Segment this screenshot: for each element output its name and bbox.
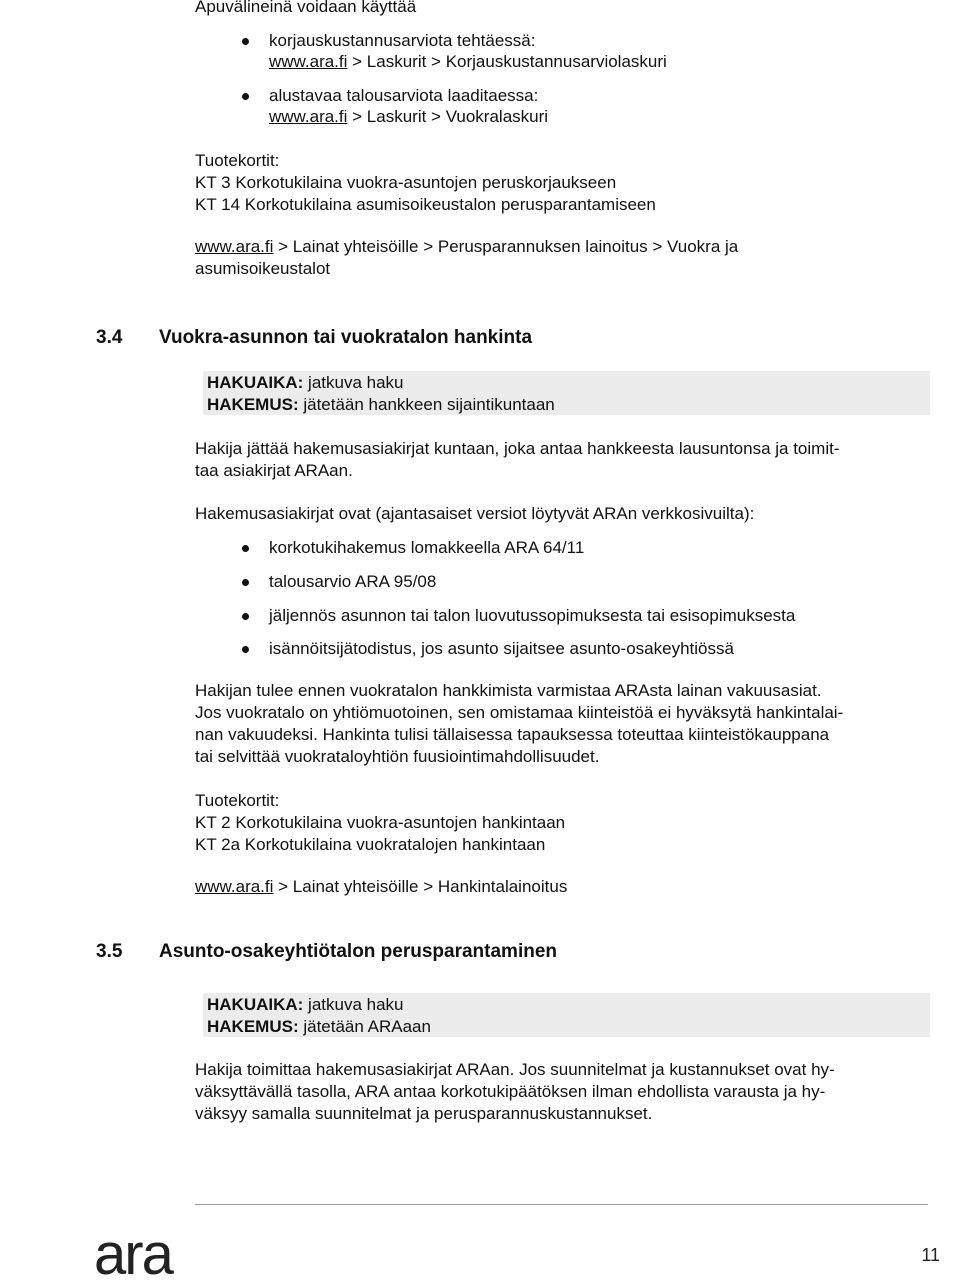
cards-label: Tuotekortit:: [195, 791, 280, 810]
card-line: KT 2 Korkotukilaina vuokra-asuntojen hankintaan: [195, 813, 566, 832]
hakuaika-label: HAKUAIKA:: [207, 373, 304, 392]
section-title: Asunto-osakeyhtiötalon perusparantaminen: [159, 941, 558, 962]
hakemus-value: jätetään hankkeen sijaintikuntaan: [298, 395, 555, 414]
hakuaika-line: [207, 994, 404, 1016]
cards-label: Tuotekortit:: [195, 151, 280, 170]
ara-link[interactable]: www.ara.fi: [269, 52, 348, 71]
page-number: 11: [921, 1245, 940, 1265]
link1-line: [195, 236, 738, 258]
hakuaika-value: jatkuva haku: [303, 373, 404, 392]
hakemus-line: [207, 1016, 431, 1038]
bullet-icon: [242, 38, 249, 45]
docs-intro: Hakemusasiakirjat ovat (ajantasaiset versiot löytyvät ARAn verkkosivuilta):: [195, 504, 755, 523]
ara-link[interactable]: www.ara.fi: [195, 237, 274, 256]
tools-item2-line: [269, 106, 548, 128]
bullet-icon: [242, 93, 249, 100]
hakuaika-line: [207, 372, 404, 394]
hakuaika-value: jatkuva haku: [303, 995, 404, 1014]
paragraph-line: Hakijan tulee ennen vuokratalon hankkimista varmistaa ARAsta lainan vakuusasiat.: [195, 681, 822, 700]
link-path: > Lainat yhteisöille > Hankintalainoitus: [273, 877, 568, 896]
card-line: KT 2a Korkotukilaina vuokratalojen hankintaan: [195, 835, 546, 854]
hakemus-line: [207, 394, 555, 416]
hakemus-value: jätetään ARAaan: [298, 1017, 431, 1036]
paragraph-line: Hakija jättää hakemusasiakirjat kuntaan, joka antaa hankkeesta lausuntonsa ja toimit-: [195, 439, 840, 458]
tools-item1-text: korjauskustannusarviota tehtäessä:: [269, 31, 536, 50]
footer-divider: [195, 1204, 928, 1205]
link-path: > Laskurit > Korjauskustannusarviolaskuri: [347, 52, 667, 71]
hakuaika-label: HAKUAIKA:: [207, 995, 304, 1014]
paragraph-line: taa asiakirjat ARAan.: [195, 461, 353, 480]
hakemus-label: HAKEMUS:: [207, 395, 299, 414]
card-line: KT 3 Korkotukilaina vuokra-asuntojen peruskorjaukseen: [195, 173, 617, 192]
bullet-icon: [242, 613, 249, 620]
doc-item: isännöitsijätodistus, jos asunto sijaitsee asunto-osakeyhtiössä: [269, 639, 734, 658]
doc-item: korkotukihakemus lomakkeella ARA 64/11: [269, 538, 585, 557]
ara-link[interactable]: www.ara.fi: [269, 107, 348, 126]
paragraph-line: Jos vuokratalo on yhtiömuotoinen, sen omistamaa kiinteistöä ei hyväksytä hankintalai-: [195, 703, 844, 722]
paragraph-line: Hakija toimittaa hakemusasiakirjat ARAan. Jos suunnitelmat ja kustannukset ovat hy-: [195, 1060, 835, 1079]
hakemus-label: HAKEMUS:: [207, 1017, 299, 1036]
paragraph-line: tai selvittää vuokrataloyhtiön fuusiointimahdollisuudet.: [195, 747, 600, 766]
link1-line2: asumisoikeustalot: [195, 259, 331, 278]
paragraph-line: väksyttävällä tasolla, ARA antaa korkotukipäätöksen ilman ehdollista varausta ja hy-: [195, 1082, 826, 1101]
paragraph-line: nan vakuudeksi. Hankinta tulisi tällaisessa tapauksessa toteuttaa kiinteistökauppana: [195, 725, 830, 744]
ara-link[interactable]: www.ara.fi: [195, 877, 274, 896]
tools-item1-line: [269, 51, 667, 73]
bullet-icon: [242, 646, 249, 653]
ara-logo: ara: [94, 1222, 172, 1287]
tools-intro: Apuvälineinä voidaan käyttää: [195, 0, 417, 16]
bullet-icon: [242, 579, 249, 586]
bullet-icon: [242, 545, 249, 552]
link-path: > Lainat yhteisöille > Perusparannuksen lainoitus > Vuokra ja: [273, 237, 739, 256]
section-number: 3.4: [96, 327, 123, 348]
section-title: Vuokra-asunnon tai vuokratalon hankinta: [159, 327, 533, 348]
section-number: 3.5: [96, 941, 123, 962]
link-line: [195, 876, 567, 898]
doc-item: jäljennös asunnon tai talon luovutussopimuksesta tai esisopimuksesta: [269, 606, 796, 625]
tools-item2-text: alustavaa talousarviota laaditaessa:: [269, 86, 539, 105]
paragraph-line: väksyy samalla suunnitelmat ja perusparannuskustannukset.: [195, 1104, 653, 1123]
doc-item: talousarvio ARA 95/08: [269, 572, 437, 591]
link-path: > Laskurit > Vuokralaskuri: [347, 107, 549, 126]
card-line: KT 14 Korkotukilaina asumisoikeustalon perusparantamiseen: [195, 195, 656, 214]
